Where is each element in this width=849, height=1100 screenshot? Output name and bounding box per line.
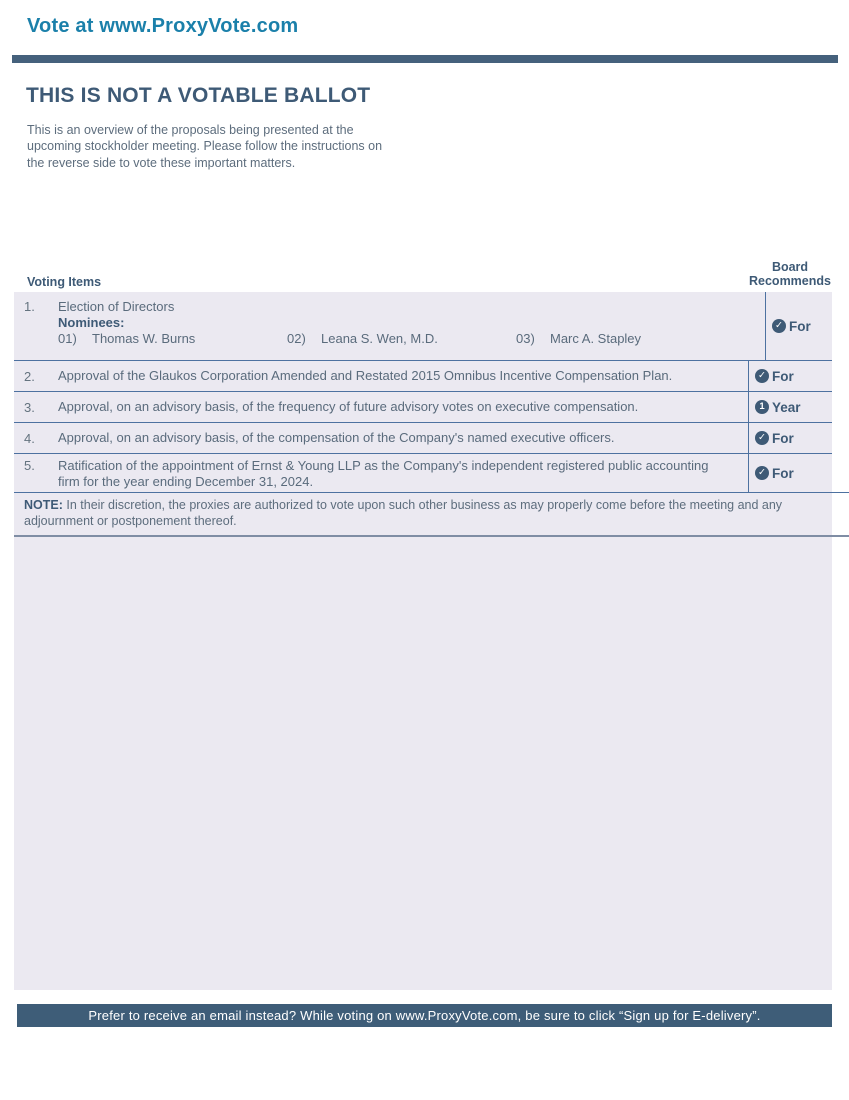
discretionary-vote-note: [14, 492, 849, 537]
nominee-1: [58, 331, 287, 347]
proposal-text: Ratification of the appointment of Ernst & Young LLP as the Company's independent registered public accounting firm for the year ending December 31, 2024.: [58, 458, 709, 489]
row-number: 5.: [24, 458, 35, 473]
proposal-text: Approval, on an advisory basis, of the compensation of the Company's named executive officers.: [58, 430, 615, 445]
row-number: 2.: [24, 368, 35, 384]
board-recommendation-cell: [748, 454, 832, 492]
table-row-election-of-directors: [14, 292, 832, 360]
recommendation-badge: [755, 369, 794, 384]
proposal-text: Election of Directors: [58, 299, 175, 314]
nominee-line: [58, 331, 745, 347]
check-circle-icon: ✓: [772, 319, 786, 333]
table-row-executive-compensation: [14, 422, 832, 453]
recommendation-label: For: [772, 430, 794, 446]
row-main-cell: [14, 361, 748, 391]
row-number: 3.: [24, 399, 35, 415]
recommendation-label: For: [789, 318, 811, 334]
table-row-auditor-ratification: [14, 453, 832, 492]
row-number: 1.: [24, 299, 35, 314]
recommendation-badge: [755, 400, 801, 415]
intro-paragraph: [27, 122, 382, 171]
row-main-cell: [14, 292, 765, 360]
row-main-cell: [14, 392, 748, 422]
intro-line: upcoming stockholder meeting. Please follow the instructions on: [27, 139, 383, 154]
table-row-advisory-vote-frequency: [14, 391, 832, 422]
note-line-1: In their discretion, the proxies are authorized to vote upon such other business as may properly come before the meeting and any: [66, 498, 783, 512]
recommendation-label: For: [772, 465, 794, 481]
board-recommends-column-header: Board Recommends: [749, 260, 831, 288]
nominee-number: 03): [516, 331, 535, 346]
note-label: NOTE:: [24, 498, 63, 512]
nominee-name: Marc A. Stapley: [550, 331, 642, 346]
check-circle-icon: ✓: [755, 369, 769, 383]
nominee-2: [287, 331, 516, 347]
proposal-text: Approval of the Glaukos Corporation Amended and Restated 2015 Omnibus Incentive Compensation Plan.: [58, 368, 673, 383]
board-recommendation-cell: [765, 292, 849, 360]
recommendation-badge: [772, 319, 811, 334]
vote-url-header: Vote at www.ProxyVote.com: [27, 15, 299, 37]
edelivery-footer-text: Prefer to receive an email instead? While voting on www.ProxyVote.com, be sure to click “Sign up for E-delivery”.: [88, 1008, 761, 1023]
row-main-cell: [14, 454, 748, 492]
header-divider-bar: [12, 55, 838, 63]
check-circle-icon: ✓: [755, 466, 769, 480]
one-circle-icon: 1: [755, 400, 769, 414]
recommendation-badge: [755, 431, 794, 446]
voting-items-table: [14, 292, 832, 990]
row-number: 4.: [24, 430, 35, 446]
nominee-number: 02): [287, 331, 306, 346]
recommendation-label: Year: [772, 399, 801, 415]
check-circle-icon: ✓: [755, 431, 769, 445]
board-recommendation-cell: [748, 392, 832, 422]
note-line-2: adjournment or postponement thereof.: [24, 513, 237, 528]
proposal-text: Approval, on an advisory basis, of the frequency of future advisory votes on executive compensation.: [58, 399, 639, 414]
nominees-label: Nominees:: [58, 315, 125, 330]
board-recommendation-cell: [748, 423, 832, 453]
nominee-name: Thomas W. Burns: [92, 331, 196, 346]
edelivery-footer-banner: [17, 1004, 832, 1027]
empty-shaded-area: [14, 537, 832, 990]
page-title: THIS IS NOT A VOTABLE BALLOT: [26, 84, 371, 107]
row-text: [58, 292, 755, 360]
table-row-incentive-plan-approval: [14, 360, 832, 391]
nominee-number: 01): [58, 331, 77, 346]
intro-line: the reverse side to vote these important matters.: [27, 155, 296, 170]
nominee-name: Leana S. Wen, M.D.: [321, 331, 438, 346]
nominee-3: [516, 331, 745, 347]
board-recommendation-cell: [748, 361, 832, 391]
recommendation-label: For: [772, 368, 794, 384]
voting-items-column-header: Voting Items: [27, 275, 102, 289]
row-main-cell: [14, 423, 748, 453]
intro-line: This is an overview of the proposals being presented at the: [27, 123, 354, 137]
recommendation-badge: [755, 466, 794, 481]
